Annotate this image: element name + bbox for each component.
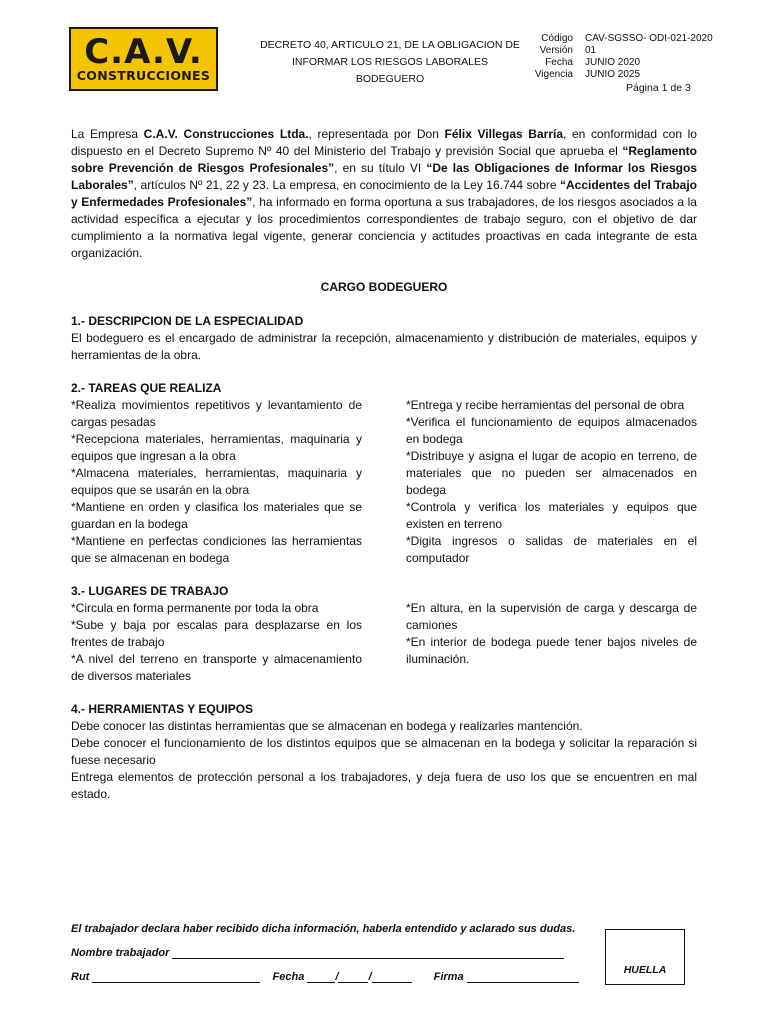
nombre-field[interactable] xyxy=(172,947,564,959)
declaration-text: El trabajador declara haber recibido dicha información, haberla entendido y aclarado sus dudas. xyxy=(71,923,576,935)
section-lugares xyxy=(71,583,697,685)
fecha-day-field[interactable] xyxy=(307,971,335,983)
nombre-row xyxy=(71,947,591,960)
tareas-columns xyxy=(71,397,697,567)
meta-row-version xyxy=(527,45,713,57)
intro-company: C.A.V. Construcciones Ltda. xyxy=(143,127,309,141)
section-heading: 2.- TAREAS QUE REALIZA xyxy=(71,381,222,395)
title-line-1: DECRETO 40, ARTICULO 21, DE LA OBLIGACION DE xyxy=(260,39,520,51)
list-item: *En altura, en la supervisión de carga y descarga de camiones xyxy=(406,601,697,632)
fecha-label: Fecha xyxy=(272,971,305,983)
logo-text: C.A.V. xyxy=(84,32,203,72)
list-item: *Digita ingresos o salidas de materiales en el computador xyxy=(406,534,697,565)
document-meta xyxy=(527,33,713,81)
meta-label: Código xyxy=(541,33,573,44)
tareas-left-column xyxy=(71,397,362,567)
section-heading: 3.- LUGARES DE TRABAJO xyxy=(71,584,229,598)
list-item: *Circula en forma permanente por toda la obra xyxy=(71,601,319,615)
fecha-year-field[interactable] xyxy=(372,971,412,983)
list-item: *Controla y verifica los materiales y equipos que existen en terreno xyxy=(406,500,697,531)
meta-value: JUNIO 2025 xyxy=(585,69,641,80)
section-text: Entrega elementos de protección personal a los trabajadores, y deja fuera de uso los que se encuentren en mal estado. xyxy=(71,770,697,801)
section-text: Debe conocer el funcionamiento de los distintos equipos que se almacenan en la bodega y solicitar la reparación si fuese necesario xyxy=(71,736,697,767)
company-logo xyxy=(69,27,218,91)
rut-fecha-firma-row xyxy=(71,971,591,984)
section-text: El bodeguero es el encargado de administrar la recepción, almacenamiento y distribución de materiales, equipos y herramientas de la obra. xyxy=(71,331,697,362)
firma-field[interactable] xyxy=(467,971,579,983)
section-tareas xyxy=(71,380,697,567)
rut-field[interactable] xyxy=(92,971,260,983)
tareas-right-column xyxy=(406,397,697,567)
section-especialidad xyxy=(71,313,697,364)
section-heading: 4.- HERRAMIENTAS Y EQUIPOS xyxy=(71,702,254,716)
meta-label: Fecha xyxy=(545,57,573,68)
document-title xyxy=(240,37,540,88)
meta-value: JUNIO 2020 xyxy=(585,57,641,68)
meta-row-vigencia xyxy=(527,69,713,81)
list-item: *En interior de bodega puede tener bajos niveles de iluminación. xyxy=(406,635,697,666)
title-line-2: INFORMAR LOS RIESGOS LABORALES xyxy=(291,56,489,68)
lugares-left-column xyxy=(71,600,362,685)
list-item: *Entrega y recibe herramientas del personal de obra xyxy=(406,398,685,412)
meta-label: Vigencia xyxy=(534,69,573,80)
intro-title-vi: “De las Obligaciones de Informar los Riesgos Laborales” xyxy=(71,161,697,192)
intro-law: “Accidentes del Trabajo y Enfermedades Profesionales” xyxy=(71,178,698,209)
section-text: Debe conocer las distintas herramientas que se almacenan en bodega y realizarles mantención. xyxy=(71,719,583,733)
date-separator: / xyxy=(368,971,372,983)
intro-regulation: “Reglamento sobre Prevención de Riesgos Profesionales” xyxy=(71,144,697,175)
meta-value: CAV-SGSSO- ODI-021-2020 xyxy=(585,33,713,44)
huella-label: HUELLA xyxy=(623,964,667,976)
list-item: *Distribuye y asigna el lugar de acopio en terreno, de materiales que no pueden ser almacenados en bodega xyxy=(406,449,697,497)
section-heading: 1.- DESCRIPCION DE LA ESPECIALIDAD xyxy=(71,314,304,328)
list-item: *Sube y baja por escalas para desplazarse en los frentes de trabajo xyxy=(71,618,362,649)
rut-label: Rut xyxy=(71,971,90,983)
firma-label: Firma xyxy=(433,971,464,983)
signature-block xyxy=(71,923,591,995)
list-item: *Realiza movimientos repetitivos y levantamiento de cargas pesadas xyxy=(71,398,362,429)
intro-text: , artículos Nº 21, 22 y 23. La empresa, en conocimiento de la Ley 16.744 sobre xyxy=(133,178,560,192)
title-line-3: BODEGUERO xyxy=(355,73,425,85)
lugares-right-column xyxy=(406,600,697,685)
list-item: *Verifica el funcionamiento de equipos almacenados en bodega xyxy=(406,415,697,446)
intro-text: , representada por Don xyxy=(308,127,445,141)
meta-value: 01 xyxy=(585,45,597,56)
meta-label: Versión xyxy=(539,45,573,56)
intro-representative: Félix Villegas Barría xyxy=(444,127,563,141)
list-item: *Almacena materiales, herramientas, maquinaria y equipos que se usarán en la obra xyxy=(71,466,362,497)
nombre-label: Nombre trabajador xyxy=(71,947,170,959)
page-number: Página 1 de 3 xyxy=(626,82,691,94)
meta-row-codigo xyxy=(527,33,713,45)
intro-text: , en su título VI xyxy=(334,161,427,175)
logo-subtext: CONSTRUCCIONES xyxy=(76,68,211,83)
list-item: *A nivel del terreno en transporte y almacenamiento de diversos materiales xyxy=(71,652,362,683)
intro-text: , en conformidad con lo dispuesto en el Decreto Supremo Nº 40 del Ministerio del Trabajo y previsión Social que aprueba el xyxy=(71,127,697,158)
fingerprint-box[interactable] xyxy=(605,929,685,985)
section-herramientas xyxy=(71,701,697,803)
list-item: *Mantiene en orden y clasifica los materiales que se guardan en la bodega xyxy=(71,500,362,531)
meta-row-fecha xyxy=(527,57,713,69)
cargo-title: CARGO BODEGUERO xyxy=(320,280,448,294)
list-item: *Mantiene en perfectas condiciones las herramientas que se almacenan en bodega xyxy=(71,534,362,565)
intro-paragraph xyxy=(71,126,697,262)
intro-text: La Empresa xyxy=(71,127,144,141)
lugares-columns xyxy=(71,600,697,685)
document-body xyxy=(71,126,697,819)
date-separator: / xyxy=(335,971,339,983)
list-item: *Recepciona materiales, herramientas, maquinaria y equipos que ingresan a la obra xyxy=(71,432,362,463)
fecha-month-field[interactable] xyxy=(338,971,368,983)
intro-text: , ha informado en forma oportuna a sus trabajadores, de los riesgos asociados a la actividad específica a ejecutar y los procedimientos correspondientes de trabajo seguro, con el objetivo de dar cumplimiento a la normativa legal vigente, generar conciencia y actitudes proactivas en cada integrante de esta organización. xyxy=(71,195,697,260)
